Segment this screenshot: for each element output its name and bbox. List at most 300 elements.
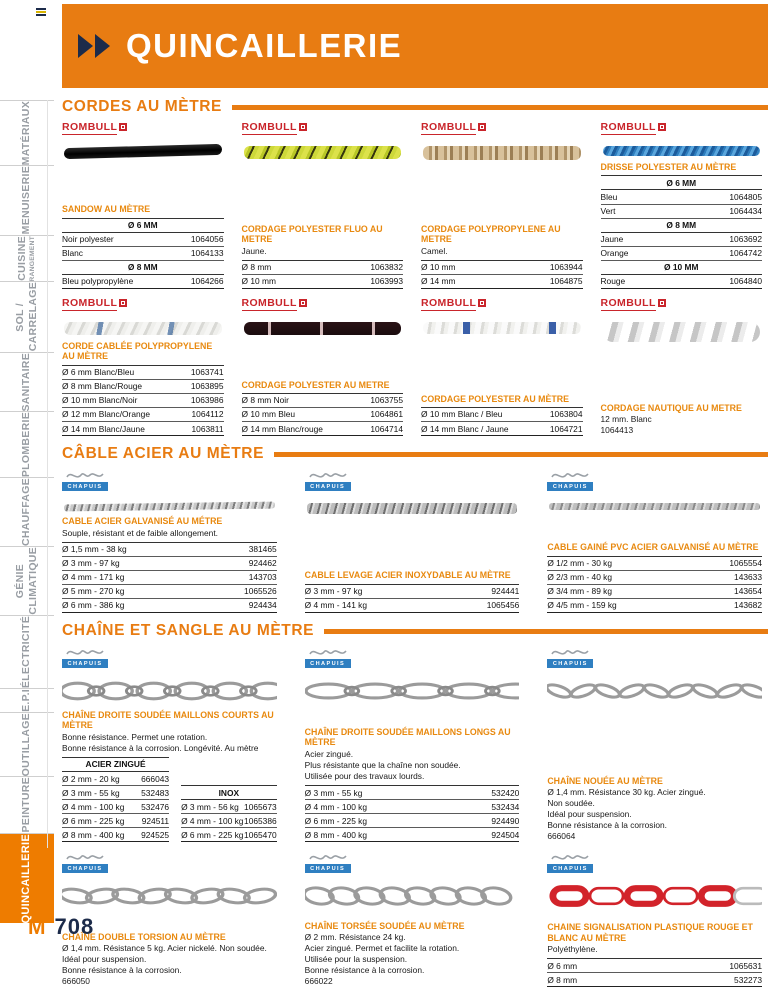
chapuis-logo <box>305 646 351 672</box>
sidebar-item-quincaillerie[interactable] <box>0 833 54 923</box>
spec-row <box>62 584 277 598</box>
spec-row <box>62 393 224 407</box>
rombull-logo-mark-icon <box>478 299 486 307</box>
chain-torsion-image <box>62 883 277 909</box>
spec-row <box>305 814 520 828</box>
spec-label: Ø 4 mm - 171 kg <box>62 570 205 584</box>
chapuis-logo <box>62 469 108 495</box>
spec-row <box>305 800 520 814</box>
chain-long-image <box>305 678 520 704</box>
spec-row <box>242 407 404 421</box>
spec-label: Ø 4 mm - 100 kg <box>181 814 244 828</box>
spec-row <box>421 407 583 421</box>
sidebar-item-sol[interactable] <box>0 281 54 351</box>
product-ref: 1064434 <box>675 204 762 218</box>
sidebar-item-chauffage[interactable] <box>0 477 54 546</box>
spec-row <box>601 204 763 218</box>
sidebar-item-label: CUISINE <box>16 236 29 281</box>
spec-row <box>601 246 763 260</box>
product-ref: 1063692 <box>675 232 762 246</box>
product-row <box>62 298 762 436</box>
rope-fluo-image <box>244 146 402 159</box>
spec-row <box>62 570 277 584</box>
spec-row <box>305 584 520 598</box>
spec-label: Ø 6 mm - 225 kg <box>181 828 244 842</box>
product-title: CORDE CABLÉE POLYPROPYLENE AU MÈTRE <box>62 341 213 362</box>
product-ref: 1063811 <box>180 422 224 436</box>
rope-squiggle-icon <box>550 469 590 482</box>
product-title: CABLE GAINÉ PVC ACIER GALVANISÉ AU MÈTRE <box>547 542 759 553</box>
sidebar-item-label: E.P.I <box>20 688 33 712</box>
product-title: CORDAGE POLYESTER AU MÈTRE <box>421 393 569 404</box>
product-desc-line: Utilisée pour la suspension. <box>304 954 408 965</box>
spec-row <box>421 274 583 288</box>
product-ref: 1063832 <box>324 260 403 274</box>
product-desc-line: 666022 <box>304 976 333 987</box>
product-card <box>305 646 520 842</box>
spec-label: Rouge <box>601 274 676 288</box>
split-tables <box>62 754 277 842</box>
sidebar-item-label: ÉLECTRICITÉ <box>20 615 33 688</box>
rombull-logo-mark-icon <box>658 299 666 307</box>
spec-label: Ø 8 mm Blanc/Rouge <box>62 379 180 393</box>
product-desc-line: Utilisée pour des travaux lourds. <box>304 771 425 781</box>
spec-label: Orange <box>601 246 676 260</box>
rombull-logo <box>421 122 583 138</box>
product-ref: 532420 <box>453 786 519 800</box>
product-ref: 924441 <box>446 584 520 598</box>
chain-short-image <box>62 678 277 704</box>
spec-table <box>62 365 224 436</box>
rombull-logo-mark-icon <box>299 299 307 307</box>
sidebar-item-outillage[interactable] <box>0 712 54 776</box>
chain-twist-image <box>305 883 520 909</box>
spec-row <box>62 232 224 246</box>
rombull-logo-text: ROMBULL <box>600 121 656 133</box>
product-ref: 924490 <box>453 814 519 828</box>
catalog-section <box>62 98 762 436</box>
spec-row <box>305 598 520 612</box>
product-card <box>547 469 762 613</box>
spec-row <box>62 772 169 786</box>
product-body <box>547 916 762 987</box>
spec-row <box>62 598 277 612</box>
product-ref: 1064112 <box>180 407 224 421</box>
spec-label: Ø 10 mm Blanc / Bleu <box>421 407 539 421</box>
product-body <box>601 397 763 437</box>
spec-label: Noir polyester <box>62 232 173 246</box>
product-row <box>62 646 762 842</box>
product-card <box>62 298 224 436</box>
spec-label: Ø 5 mm - 270 kg <box>62 584 205 598</box>
product-title: CORDAGE NAUTIQUE AU METRE <box>600 402 742 413</box>
spec-label: Ø 6 mm - 225 kg <box>62 814 136 828</box>
product-ref: 1064714 <box>357 422 403 436</box>
chapuis-logo-text: CHAPUIS <box>305 864 351 873</box>
product-body <box>421 388 583 437</box>
product-ref: 1064721 <box>539 422 583 436</box>
product-card <box>601 298 763 436</box>
spec-label: Ø 4 mm - 100 kg <box>305 800 453 814</box>
spec-row <box>181 828 277 842</box>
rombull-logo-text: ROMBULL <box>62 121 118 133</box>
product-desc-line: Plus résistante que la chaîne non soudée. <box>304 759 461 770</box>
spec-table <box>242 393 404 436</box>
spec-row <box>62 786 169 800</box>
spec-row <box>62 407 224 421</box>
chapuis-logo-text: CHAPUIS <box>62 659 108 668</box>
size-group-row <box>601 218 763 232</box>
sidebar-item-label: OUTILLAGE <box>20 712 33 777</box>
product-title: CABLE LEVAGE ACIER INOXYDABLE AU MÈTRE <box>304 570 511 581</box>
rope-squiggle-icon <box>65 851 105 864</box>
product-row <box>62 469 762 613</box>
product-ref: 1063755 <box>357 393 403 407</box>
spec-table <box>62 757 169 842</box>
rombull-logo-mark-icon <box>299 123 307 131</box>
spec-table <box>305 584 520 613</box>
product-row <box>62 851 762 987</box>
spec-label: Ø 4/5 mm - 159 kg <box>547 598 693 612</box>
rombull-logo <box>242 298 404 314</box>
spec-label: Ø 14 mm <box>421 274 504 288</box>
product-ref: 532273 <box>650 973 762 987</box>
product-ref: 1065631 <box>650 959 762 973</box>
product-ref: 1064133 <box>173 246 224 260</box>
spec-row <box>421 422 583 436</box>
catalog-page <box>56 0 768 996</box>
rope-camel-image <box>423 146 581 160</box>
rope-whitetwist-image <box>603 322 761 342</box>
product-desc-line: Polyéthylène. <box>547 944 598 955</box>
product-ref: 1064861 <box>357 407 403 421</box>
spec-label: Bleu polypropylène <box>62 274 173 288</box>
product-title: CHAÎNE DROITE SOUDÉE MAILLONS LONGS AU MÈTRE <box>304 727 511 748</box>
rope-squiggle-icon <box>65 646 105 659</box>
spec-row <box>242 274 404 288</box>
rope-squiggle-icon <box>308 469 348 482</box>
product-body <box>242 374 404 437</box>
rombull-logo-mark-icon <box>478 123 486 131</box>
sidebar-item-label: CARRELAGE <box>26 282 39 352</box>
size-group-header: Ø 6 MM <box>601 176 763 190</box>
product-body <box>242 218 404 289</box>
product-title: CHAÎNE TORSÉE SOUDÉE AU MÈTRE <box>304 920 465 931</box>
rombull-logo <box>601 122 763 138</box>
sidebar-item-label: MATÉRIAUX <box>20 101 33 166</box>
product-ref: 1064805 <box>675 190 762 204</box>
sidebar-item-menuiserie[interactable] <box>0 165 54 234</box>
spec-row <box>62 800 169 814</box>
product-desc-line: Idéal pour suspension. <box>62 954 147 965</box>
spec-row <box>547 598 762 612</box>
catalog-section <box>62 445 762 613</box>
spec-table <box>547 556 762 613</box>
spec-label: Ø 1/2 mm - 30 kg <box>547 556 693 570</box>
spec-row <box>62 556 277 570</box>
spec-label: Ø 8 mm <box>547 973 649 987</box>
spec-label: Ø 10 mm Blanc/Noir <box>62 393 180 407</box>
product-body <box>305 721 520 842</box>
product-ref: 1063804 <box>539 407 583 421</box>
spec-label: Ø 8 mm - 400 kg <box>62 828 136 842</box>
chapuis-logo-text: CHAPUIS <box>547 482 593 491</box>
sidebar-item-label: CLIMATIQUE <box>26 547 39 615</box>
product-body <box>547 770 762 843</box>
spec-label: Ø 2 mm - 20 kg <box>62 772 136 786</box>
print-registration-mark <box>36 8 46 17</box>
spec-label: Ø 6 mm - 225 kg <box>305 814 453 828</box>
spec-label: Ø 3 mm - 97 kg <box>305 584 446 598</box>
product-desc-line: 1064413 <box>600 425 634 436</box>
spec-label: Ø 4 mm - 141 kg <box>305 598 446 612</box>
product-card <box>62 469 277 613</box>
product-card <box>305 469 520 613</box>
sidebar-item-label: SANITAIRE <box>20 352 33 412</box>
spec-table <box>62 542 277 613</box>
rombull-logo <box>62 122 224 138</box>
product-card <box>305 851 520 987</box>
rope-squiggle-icon <box>308 851 348 864</box>
cable-pvc-image <box>549 503 760 510</box>
product-ref: 1063986 <box>180 393 224 407</box>
chapuis-logo-text: CHAPUIS <box>547 864 593 873</box>
product-body <box>62 704 277 842</box>
spec-row <box>62 274 224 288</box>
spec-row <box>62 365 224 379</box>
rope-squiggle-icon <box>65 469 105 482</box>
rombull-logo-mark-icon <box>658 123 666 131</box>
product-card <box>421 122 583 289</box>
product-ref: 924504 <box>453 828 519 842</box>
rombull-logo-text: ROMBULL <box>421 297 477 309</box>
product-body <box>62 198 224 289</box>
size-group-header: Ø 8 MM <box>62 260 224 274</box>
category-banner <box>62 4 768 88</box>
product-row <box>62 122 762 289</box>
product-card <box>62 122 224 289</box>
size-group-row <box>601 176 763 190</box>
sidebar-item-label: QUINCAILLERIE <box>20 833 33 924</box>
product-desc-line: Ø 2 mm. Résistance 24 kg. <box>304 931 406 942</box>
chapuis-logo <box>62 851 108 877</box>
spec-label: Ø 8 mm <box>242 260 325 274</box>
section-title: CORDES AU MÈTRE <box>62 98 222 115</box>
product-body <box>305 564 520 613</box>
spec-label: Ø 3 mm - 56 kg <box>181 800 244 814</box>
product-ref: 1065554 <box>693 556 762 570</box>
spec-label: Ø 1,5 mm - 38 kg <box>62 542 205 556</box>
product-ref: 1065470 <box>244 828 277 842</box>
product-ref: 143682 <box>693 598 762 612</box>
sidebar-item-e-p-i[interactable] <box>0 688 54 712</box>
product-ref: 532434 <box>453 800 519 814</box>
size-group-row <box>181 786 277 800</box>
product-title: SANDOW AU MÈTRE <box>62 204 151 215</box>
rope-dark-image <box>244 322 402 335</box>
rope-squiggle-icon <box>550 851 590 864</box>
spec-table <box>305 785 520 842</box>
product-title: CHAÎNE NOUÉE AU MÈTRE <box>547 775 663 786</box>
section-rule <box>232 105 768 110</box>
product-title: CHAÎNE DROITE SOUDÉE MAILLONS COURTS AU MÈTRE <box>62 710 274 731</box>
rombull-logo <box>62 298 224 314</box>
spec-row <box>62 542 277 556</box>
product-ref: 924434 <box>205 598 277 612</box>
catalog-logo-m: M <box>28 916 46 939</box>
sidebar-item-cuisine[interactable] <box>0 235 54 282</box>
product-card <box>62 646 277 842</box>
sidebar-item-peinture[interactable] <box>0 776 54 833</box>
sidebar-item-label: MENUISERIE <box>20 166 33 235</box>
section-header <box>62 445 762 463</box>
spec-label: Ø 12 mm Blanc/Orange <box>62 407 180 421</box>
spec-label: Ø 3 mm - 97 kg <box>62 556 205 570</box>
rope-whitefleck-image <box>64 322 222 335</box>
product-desc-line: 666064 <box>547 831 576 842</box>
category-sidebar <box>0 100 54 924</box>
rombull-logo-text: ROMBULL <box>421 121 477 133</box>
catalog-section <box>62 622 762 987</box>
product-card <box>242 122 404 289</box>
product-ref: 924511 <box>136 814 169 828</box>
spec-label: Ø 3 mm - 55 kg <box>305 786 453 800</box>
rombull-logo <box>601 298 763 314</box>
section-title: CÂBLE ACIER AU MÈTRE <box>62 445 265 463</box>
product-ref: 1064840 <box>675 274 762 288</box>
spec-label: Vert <box>601 204 676 218</box>
spec-label: Ø 10 mm <box>421 260 504 274</box>
spec-label: Ø 8 mm Noir <box>242 393 357 407</box>
page-number: 708 <box>54 914 95 939</box>
product-title: CORDAGE POLYESTER AU METRE <box>241 379 390 390</box>
spec-label: Ø 10 mm Bleu <box>242 407 357 421</box>
size-group-header: Ø 8 MM <box>601 218 763 232</box>
spec-row <box>181 800 277 814</box>
product-ref: 1064056 <box>173 232 224 246</box>
product-body <box>62 510 277 613</box>
chapuis-logo <box>547 646 593 672</box>
product-ref: 924525 <box>136 828 169 842</box>
spec-table <box>242 260 404 289</box>
rombull-logo-text: ROMBULL <box>62 297 118 309</box>
sidebar-item-genie[interactable] <box>0 546 54 615</box>
sidebar-item-sanitaire[interactable] <box>0 352 54 412</box>
spec-row <box>62 379 224 393</box>
spec-row <box>242 422 404 436</box>
spec-row <box>181 814 277 828</box>
product-card <box>242 298 404 436</box>
spec-row <box>547 584 762 598</box>
spec-label: Ø 3/4 mm - 89 kg <box>547 584 693 598</box>
sidebar-item-label: PLOMBERIE <box>20 412 33 478</box>
rombull-logo <box>421 298 583 314</box>
spec-row <box>305 828 520 842</box>
spec-table <box>62 218 224 289</box>
chapuis-logo-text: CHAPUIS <box>305 659 351 668</box>
size-group-header: INOX <box>181 786 277 800</box>
product-ref: 1065526 <box>205 584 277 598</box>
product-desc-line: Camel. <box>421 245 448 256</box>
product-desc-line: Jaune. <box>241 245 267 256</box>
product-title: CABLE ACIER GALVANISÉ AU MÉTRE <box>62 516 223 527</box>
spec-row <box>547 959 762 973</box>
product-desc-line: Idéal pour suspension. <box>547 809 632 820</box>
section-rule <box>274 452 768 457</box>
size-group-row <box>62 757 169 771</box>
rope-black-image <box>64 144 222 159</box>
product-desc-line: Bonne résistance à la corrosion. <box>547 820 667 831</box>
double-chevron-icon <box>78 34 93 58</box>
chapuis-logo-text: CHAPUIS <box>305 482 351 491</box>
product-desc-line: Bonne résistance à la corrosion. <box>62 965 182 976</box>
product-ref: 532483 <box>136 786 169 800</box>
chapuis-logo-text: CHAPUIS <box>62 864 108 873</box>
product-card <box>547 851 762 987</box>
spec-row <box>547 556 762 570</box>
sidebar-item-label: SOL / <box>14 302 27 332</box>
product-body <box>421 218 583 289</box>
spec-label: Ø 3 mm - 55 kg <box>62 786 136 800</box>
spec-table <box>421 407 583 436</box>
sidebar-item-electricite[interactable] <box>0 615 54 688</box>
product-ref: 1063741 <box>180 365 224 379</box>
product-ref: 1064266 <box>173 274 224 288</box>
spec-label: Ø 6 mm Blanc/Bleu <box>62 365 180 379</box>
spec-label: Bleu <box>601 190 676 204</box>
sidebar-item-plomberie[interactable] <box>0 411 54 477</box>
product-title: DRISSE POLYESTER AU MÈTRE <box>600 162 737 172</box>
page-footer <box>28 916 94 938</box>
product-body <box>601 156 763 289</box>
product-body <box>547 536 762 613</box>
spec-label: Ø 8 mm - 400 kg <box>305 828 453 842</box>
spec-row <box>421 260 583 274</box>
spec-table <box>601 175 763 289</box>
spec-row <box>62 246 224 260</box>
rombull-logo-text: ROMBULL <box>241 121 297 133</box>
rope-blue-image <box>603 146 761 156</box>
chapuis-logo-text: CHAPUIS <box>547 659 593 668</box>
product-body <box>305 915 520 988</box>
product-desc-line: Acier zingué. Permet et facilite la rotation. <box>304 943 460 954</box>
chapuis-logo <box>305 851 351 877</box>
sidebar-item-materiaux[interactable] <box>0 100 54 165</box>
product-ref: 532476 <box>136 800 169 814</box>
spec-label: Ø 2/3 mm - 40 kg <box>547 570 693 584</box>
rombull-logo-text: ROMBULL <box>241 297 297 309</box>
spec-row <box>62 814 169 828</box>
spec-label: Ø 14 mm Blanc/Jaune <box>62 422 180 436</box>
spec-table <box>181 785 277 842</box>
cable-thick-image <box>307 503 518 514</box>
size-group-header: Ø 10 MM <box>601 260 763 274</box>
product-desc-line: Ø 1,4 mm. Résistance 30 kg. Acier zingué. <box>547 786 706 797</box>
rombull-logo <box>242 122 404 138</box>
rombull-logo-mark-icon <box>119 299 127 307</box>
product-desc-line: Bonne résistance à la corrosion. <box>304 965 425 976</box>
spec-row <box>242 260 404 274</box>
product-ref: 1063895 <box>180 379 224 393</box>
product-card <box>421 298 583 436</box>
product-desc-line: Acier zingué. <box>304 748 354 759</box>
size-group-header: Ø 6 MM <box>62 218 224 232</box>
spec-label: Ø 6 mm <box>547 959 649 973</box>
section-title: CHAÎNE ET SANGLE AU MÈTRE <box>62 622 315 639</box>
rope-squiggle-icon <box>308 646 348 659</box>
spec-row <box>547 570 762 584</box>
spec-row <box>305 786 520 800</box>
